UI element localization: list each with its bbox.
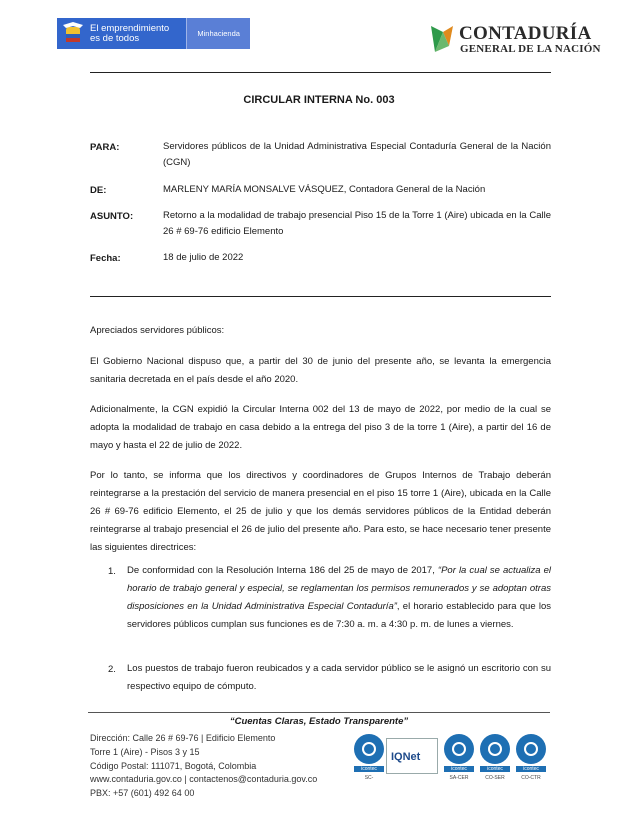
para-value: Servidores públicos de la Unidad Administrativa Especial Contaduría General de la Nación (CGN) (163, 141, 551, 168)
paragraph-1: El Gobierno Nacional dispuso que, a partir del 30 de junio del presente año, se levanta la emergencia sanitaria decretada en el país desde el año 2020. (90, 356, 551, 385)
iqnet-label: IQNet (391, 751, 421, 763)
cert-brand-label: icontec (354, 766, 384, 772)
certification-icon (354, 734, 384, 764)
paragraph-3: Por lo tanto, se informa que los directivos y coordinadores de Grupos Internos de Trabajo deberán reintegrarse a la prestación del servicio de manera presencial en el piso 15 torre 1 (Aire), ubicada en la Calle 26 # 69-76 edificio Elemento, el 25 de julio y que los demás servidores públicos de la Entidad deberán reintegrarse al trabajo presencial el 26 de julio del presente año. Para esto, se hace necesario tener presente las siguientes directrices: (90, 470, 551, 553)
para-label: PARA: (90, 142, 120, 153)
circular-title: CIRCULAR INTERNA No. 003 (243, 94, 395, 106)
coat-of-arms-icon (62, 21, 84, 46)
footer-contact (90, 732, 317, 801)
paragraph-2: Adicionalmente, la CGN expidió la Circular Interna 002 del 13 de mayo de 2022, por medio de la cual se adopta la modalidad de trabajo en casa debido a la entrega del piso 3 de la torre 1 (Aire), a partir del 16 de mayo y hasta el 22 de julio de 2022. (90, 404, 551, 451)
de-label: DE: (90, 185, 107, 196)
list-number-1: 1. (108, 566, 116, 577)
certification-icon (516, 734, 546, 764)
list-number-2: 2. (108, 664, 116, 675)
cert-badge-1 (354, 734, 384, 782)
cert-brand-label: icontec (516, 766, 546, 772)
cert-code: SA-CER (449, 775, 469, 781)
list-item-1-quote: “Por la cual se actualiza el horario de trabajo general y especial, se reglamentan los permisos remunerados y se adoptan otras disposiciones en la Unidad Administrativa Especial Contaduría” (127, 565, 551, 612)
certification-icon (480, 734, 510, 764)
cert-code: CO-CTR (521, 775, 541, 781)
gov-slogan-line2: es de todos (90, 32, 140, 44)
cert-badge-2 (444, 734, 474, 782)
footer-address: Dirección: Calle 26 # 69-76 | Edificio Elemento (90, 733, 276, 743)
fecha-value: 18 de julio de 2022 (163, 252, 244, 263)
de-value: MARLENY MARÍA MONSALVE VÁSQUEZ, Contadora General de la Nación (163, 184, 486, 195)
gov-banner (57, 18, 250, 49)
header-divider (90, 72, 551, 73)
cert-badge-4 (516, 734, 546, 782)
list-item-1-intro: De conformidad con la Resolución Interna 186 del 25 de mayo de 2017, (127, 565, 438, 576)
footer-web-email: www.contaduria.gov.co | contactenos@contaduria.gov.co (90, 774, 318, 785)
list-item-1-rest: , el horario establecido para que los servidores públicos cumplan sus funciones es de 7:30 a. m. a 4:30 p. m. de lunes a viernes. (127, 601, 551, 630)
gov-banner-main (57, 18, 186, 49)
cgn-emblem-icon (427, 22, 457, 56)
cert-code: CO-SER (485, 775, 505, 781)
footer-postal: Código Postal: 111071, Bogotá, Colombia (90, 760, 257, 771)
greeting: Apreciados servidores públicos: (90, 325, 225, 336)
asunto-value: Retorno a la modalidad de trabajo presencial Piso 15 de la Torre 1 (Aire) ubicada en la Calle 26 # 69-76 edificio Elemento (163, 210, 551, 237)
cgn-logo (427, 22, 601, 58)
ministry-label: Minhacienda (186, 18, 250, 49)
list-item-2: Los puestos de trabajo fueron reubicados y a cada servidor público se le asignó un escritorio con su respectivo equipo de cómputo. (127, 663, 551, 692)
org-subtitle: GENERAL DE LA NACIÓN (460, 43, 601, 55)
footer-divider (88, 712, 550, 713)
gov-slogan-line1: El emprendimiento (90, 22, 170, 34)
asunto-label: ASUNTO: (90, 211, 134, 222)
iqnet-badge (386, 738, 438, 774)
meta-divider (90, 296, 551, 297)
cert-code: SC- (364, 775, 374, 781)
footer-phone: PBX: +57 (601) 492 64 00 (90, 788, 195, 799)
footer-tower: Torre 1 (Aire) - Pisos 3 y 15 (90, 746, 200, 757)
list-item-1 (127, 562, 551, 634)
cert-brand-label: icontec (444, 766, 474, 772)
cert-badge-3 (480, 734, 510, 782)
cert-brand-label: icontec (480, 766, 510, 772)
fecha-label: Fecha: (90, 253, 121, 264)
org-name: CONTADURÍA (459, 23, 592, 44)
certification-icon (444, 734, 474, 764)
footer-slogan: “Cuentas Claras, Estado Transparente” (229, 716, 409, 727)
